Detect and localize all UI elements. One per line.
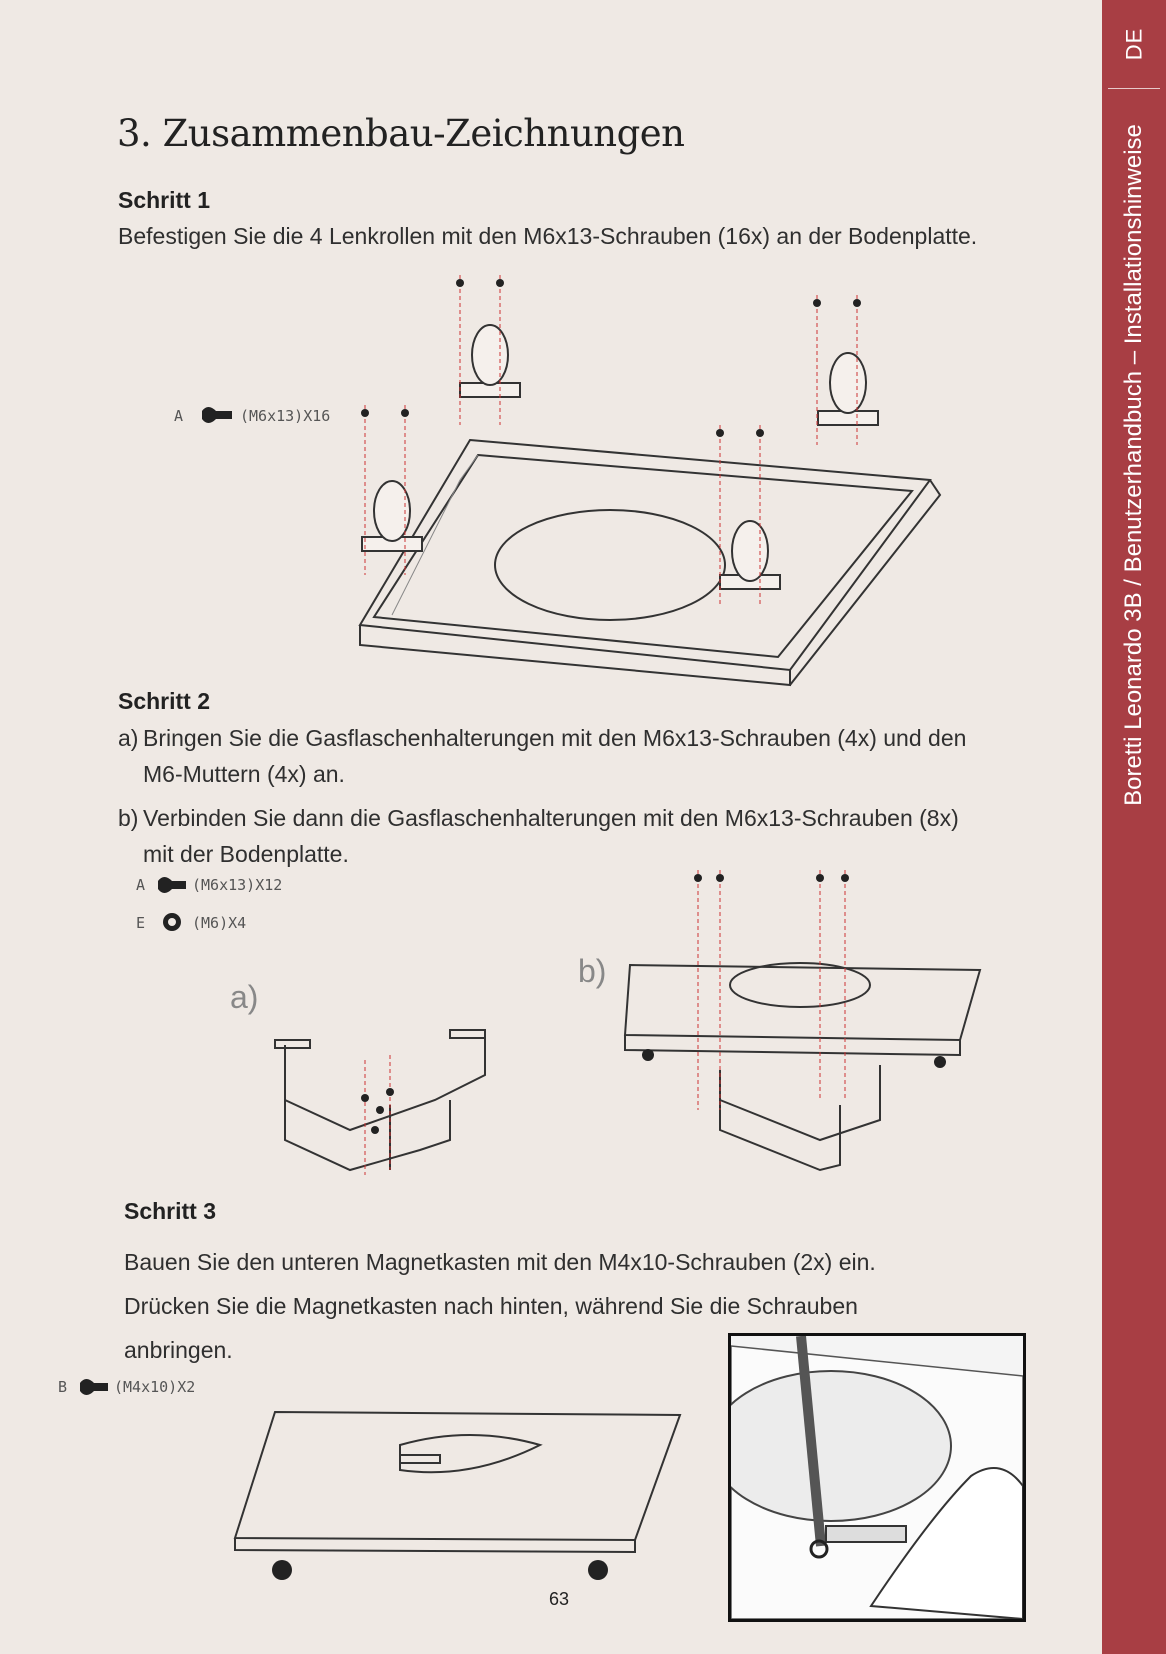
svg-text:(M6x13)X16: (M6x13)X16 bbox=[240, 407, 331, 425]
part-callout-b bbox=[58, 1378, 195, 1396]
step1-diagram bbox=[160, 275, 960, 695]
step3-text: Bauen Sie den unteren Magnetkasten mit den M4x10-Schrauben (2x) ein. Drücken Sie die Magnetkasten nach hinten, während Sie die Schrauben anbringen. bbox=[124, 1249, 876, 1363]
svg-text:A: A bbox=[174, 407, 184, 425]
step3-photo bbox=[728, 1333, 1026, 1622]
svg-text:B: B bbox=[58, 1378, 68, 1396]
step1-heading: Schritt 1 bbox=[118, 187, 211, 213]
figure-label-a: a) bbox=[230, 979, 259, 1015]
svg-text:A: A bbox=[136, 876, 146, 894]
svg-text:(M6x13)X12: (M6x13)X12 bbox=[192, 876, 283, 894]
figure-label-b: b) bbox=[578, 953, 607, 989]
casters bbox=[362, 325, 878, 589]
step3-heading: Schritt 3 bbox=[124, 1198, 217, 1224]
language-tab: DE bbox=[1121, 27, 1146, 61]
step2-heading: Schritt 2 bbox=[118, 688, 211, 714]
step2-item-b: b) Verbinden Sie dann die Gasflaschenhalterungen mit den M6x13-Schrauben (8x) mit der Bodenplatte. bbox=[118, 805, 959, 867]
running-title: Boretti Leonardo 3B / Benutzerhandbuch – Installationshinweise bbox=[1120, 124, 1147, 806]
part-callout-a bbox=[174, 407, 330, 425]
svg-text:(M4x10)X2: (M4x10)X2 bbox=[114, 1378, 196, 1396]
svg-text:(M6)X4: (M6)X4 bbox=[192, 914, 247, 932]
part-callout-a bbox=[136, 876, 282, 894]
svg-text:E: E bbox=[136, 914, 146, 932]
sidebar bbox=[1102, 0, 1166, 1654]
step2-item-a: a) Bringen Sie die Gasflaschenhalterungen mit den M6x13-Schrauben (4x) und den M6-Muttern (4x) an. bbox=[118, 725, 967, 787]
page-title: 3. Zusammenbau-Zeichnungen bbox=[117, 112, 685, 155]
step2-diagram bbox=[120, 870, 1000, 1190]
step1-text: Befestigen Sie die 4 Lenkrollen mit den M6x13-Schrauben (16x) an der Bodenplatte. bbox=[118, 223, 978, 249]
sidebar-divider bbox=[1108, 88, 1160, 89]
step3-diagram bbox=[50, 1370, 710, 1590]
part-callout-e bbox=[136, 913, 246, 932]
step3-photo-illustration bbox=[731, 1336, 1023, 1619]
page-number: 63 bbox=[549, 1589, 570, 1609]
